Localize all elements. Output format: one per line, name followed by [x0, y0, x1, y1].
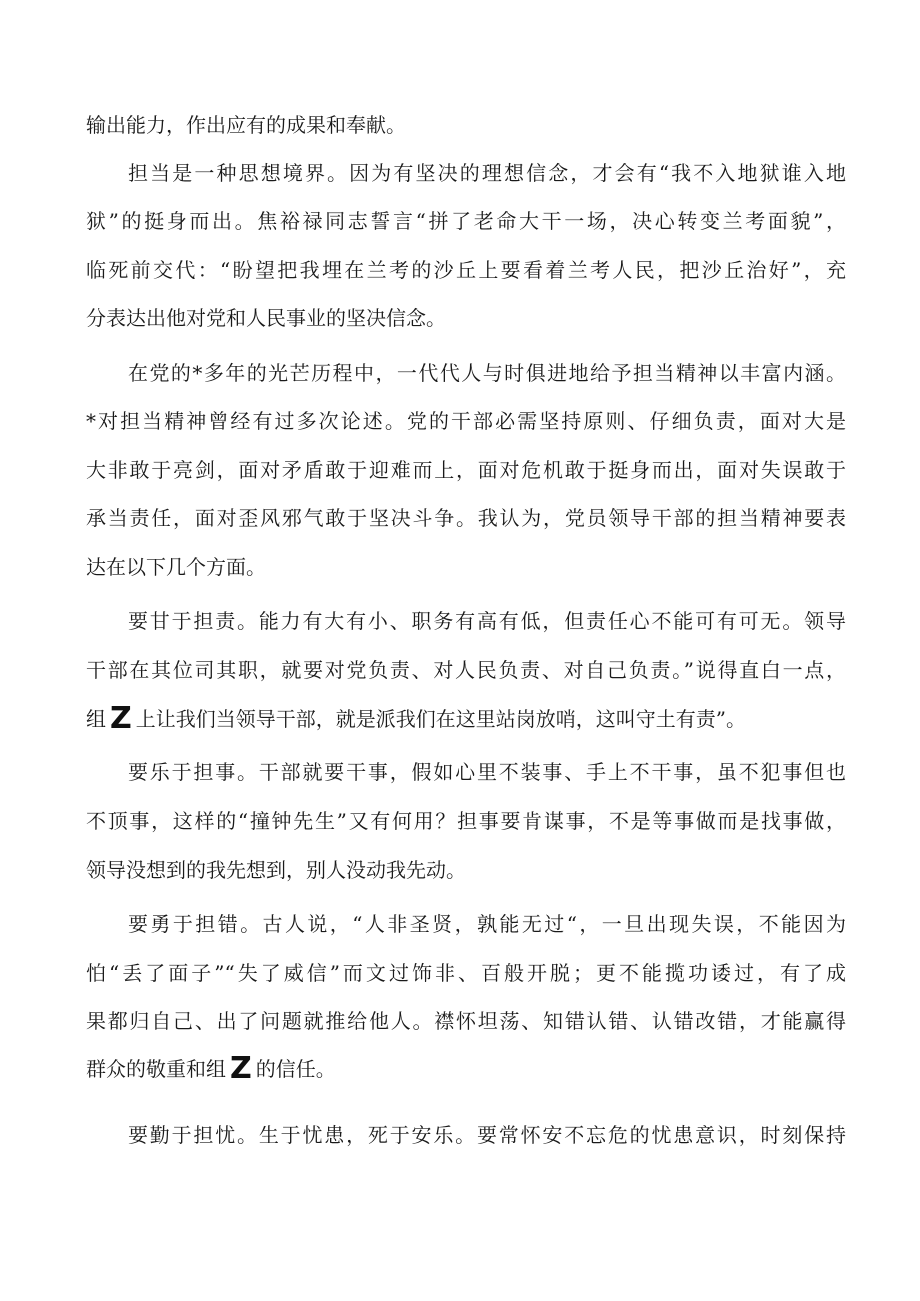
- text-line-20-after: 的信任。: [255, 1057, 336, 1081]
- text-line-16: 领导没想到的我先想到，别人没动我先动。: [86, 858, 466, 882]
- z-glyph: Z: [110, 701, 132, 736]
- text-line-13-after: 上让我们当领导干部，就是派我们在这里站岗放哨，这叫守土有责”。: [135, 707, 746, 731]
- text-line-7: *对担当精神曾经有过多次论述。党的干部必需坚持原则、仔细负责，面对大是: [86, 409, 846, 433]
- text-line-6: 在党的*多年的光芒历程中，一代代人与时俱进地给予担当精神以丰富内涵。: [128, 361, 846, 385]
- text-line-10: 达在以下几个方面。: [86, 555, 266, 579]
- text-line-18: 怕“丢了面子”“失了威信”而文过饰非、百般开脱；更不能揽功诿过，有了成: [86, 961, 846, 985]
- text-line-4: 临死前交代：“盼望把我埋在兰考的沙丘上要看着兰考人民，把沙丘治好”，充: [86, 258, 846, 282]
- text-line-1: 输出能力，作出应有的成果和奉献。: [86, 113, 406, 137]
- text-line-20-before: 群众的敬重和组: [86, 1057, 226, 1081]
- text-line-5: 分表达出他对党和人民事业的坚决信念。: [86, 306, 446, 330]
- text-line-2: 担当是一种思想境界。因为有坚决的理想信念，才会有“我不入地狱谁入地: [128, 161, 846, 185]
- text-line-14: 要乐于担事。干部就要干事，假如心里不装事、手上不干事，虽不犯事但也: [128, 760, 846, 784]
- text-line-17: 要勇于担错。古人说，“人非圣贤，孰能无过“，一旦出现失误，不能因为: [128, 912, 846, 936]
- text-line-8: 大非敢于亮剑，面对矛盾敢于迎难而上，面对危机敢于挺身而出，面对失误敢于: [86, 458, 846, 482]
- text-line-13-before: 组: [86, 707, 106, 731]
- text-line-13: [86, 699, 846, 739]
- text-line-3: 狱”的挺身而出。焦裕禄同志誓言“拼了老命大干一场，决心转变兰考面貌”，: [86, 209, 846, 233]
- text-line-19: 果都归自己、出了问题就推给他人。襟怀坦荡、知错认错、认错改错，才能赢得: [86, 1009, 846, 1033]
- text-line-11: 要甘于担责。能力有大有小、职务有高有低，但责任心不能可有可无。领导: [128, 609, 846, 633]
- text-line-9: 承当责任，面对歪风邪气敢于坚决斗争。我认为，党员领导干部的担当精神要表: [86, 506, 846, 530]
- z-glyph: Z: [230, 1051, 252, 1086]
- text-line-21: 要勤于担忧。生于忧患，死于安乐。要常怀安不忘危的忧患意识，时刻保持: [128, 1123, 846, 1147]
- text-line-12: 干部在其位司其职，就要对党负责、对人民负责、对自己负责。”说得直白一点，: [86, 658, 846, 682]
- text-line-20: [86, 1049, 846, 1089]
- text-line-15: 不顶事，这样的“撞钟先生”又有何用？担事要肯谋事，不是等事做而是找事做，: [86, 809, 846, 833]
